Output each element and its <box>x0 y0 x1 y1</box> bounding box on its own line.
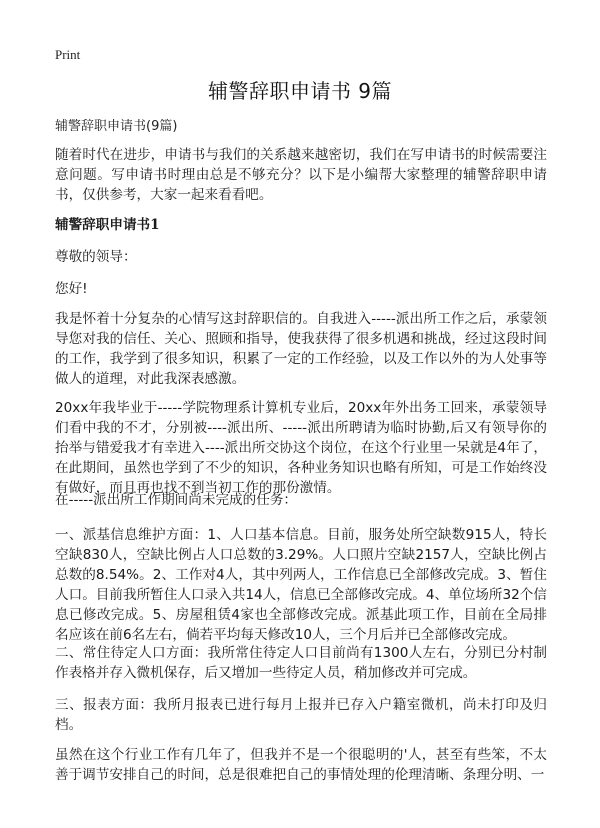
body-paragraph-3: 在-----派出所工作期间尚未完成的任务： <box>55 492 298 508</box>
section-heading: 辅警辞职申请书1 <box>55 217 160 233</box>
body-paragraph-1: 我是怀着十分复杂的心情写这封辞职信的。自我进入-----派出所工作之后，承蒙领导您对我的信任、关心、照顾和指导，使我获得了很多机遇和挑战，经过这段时间的工作，我学到了很多知识，积累了一定的工作经验，以及工作以外的为人处事等做人的道理，对此我深表感激。 <box>55 311 547 387</box>
greeting: 您好! <box>55 281 88 297</box>
document-title: 辅警辞职申请书 9篇 <box>207 79 393 103</box>
salutation: 尊敬的领导： <box>55 249 137 265</box>
body-paragraph-7: 虽然在这个行业工作有几年了，但我并不是一个很聪明的'人，甚至有些笨，不太善于调节安排自己的时间，总是很难把自己的事情处理的伦理清晰、条理分明、一 <box>55 747 547 783</box>
body-paragraph-4: 一、派基信息维护方面：1、人口基本信息。目前，服务处所空缺数915人，特长空缺830人，空缺比例占人口总数的3.29%。人口照片空缺2157人，空缺比例占总数的8.54%。2、工作对4人，其中列两人，工作信息已全部修改完成。3、暂住人口。目前我所暂住人口录入共14人，信息已全部修改完成。4、单位场所32个信息已修改完成。5、房屋租赁4家也全部修改完成。派基此项工作，目前在全局排名应该在前6名左右，倘若平均每天修改10人，三个月后并已全部修改完成。 <box>55 527 547 643</box>
body-paragraph-6: 三、报表方面：我所月报表已进行每月上报并已存入户籍室微机，尚未打印及归档。 <box>55 697 547 733</box>
document-subtitle: 辅警辞职申请书(9篇) <box>55 119 178 134</box>
print-label: Print <box>55 47 81 62</box>
body-paragraph-2: 20xx年我毕业于-----学院物理系计算机专业后，20xx年外出务工回来，承蒙领导们看中我的不才，分别被----派出所、-----派出所聘请为临时协勤,后又有领导你的抬举与错爱我才有幸进入----派出所交协这个岗位，在这个行业里一呆就是4年了，在此期间，虽然也学到了不少的知识，各种业务知识也略有所知，可是工作始终没有做好，而且再也找不到当初工作的那份激情。 <box>55 400 547 496</box>
intro-paragraph: 随着时代在进步，申请书与我们的关系越来越密切，我们在写申请书的时候需要注意问题。写申请书时理由总是不够充分？以下是小编帮大家整理的辅警辞职申请书，仅供参考，大家一起来看看吧。 <box>55 147 547 203</box>
body-paragraph-5: 二、常住待定人口方面：我所常住待定人口目前尚有1300人左右，分别已分村制作表格并存入微机保存，后又增加一些待定人员，稍加修改并可完成。 <box>55 645 547 681</box>
